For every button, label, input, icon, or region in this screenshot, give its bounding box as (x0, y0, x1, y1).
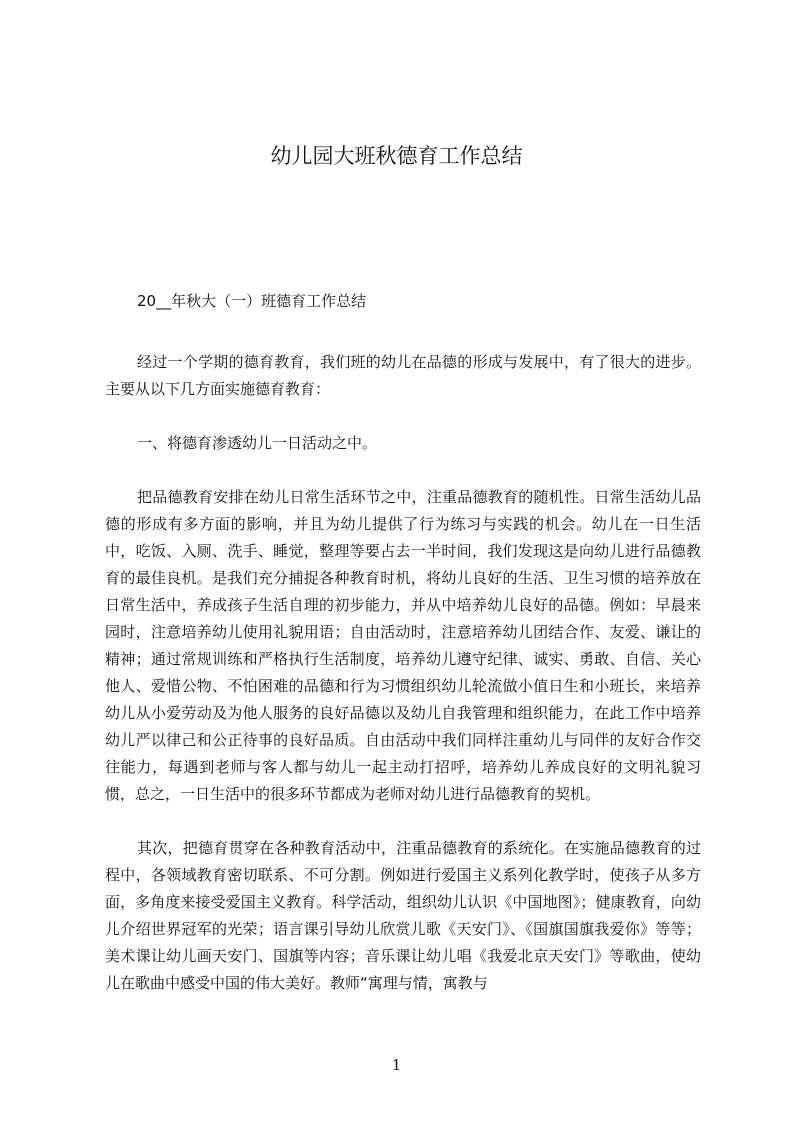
document-subtitle: 20__年秋大（一）班德育工作总结 (137, 292, 367, 310)
section-heading: 一、将德育渗透幼儿一日活动之中。 (137, 434, 378, 452)
intro-paragraph: 经过一个学期的德育教育，我们班的幼儿在品德的形成与发展中，有了很大的进步。主要从以下几方面实施德育教育： (105, 353, 701, 398)
body-paragraph-2: 其次，把德育贯穿在各种教育活动中，注重品德教育的系统化。在实施品德教育的过程中，各领域教育密切联系、不可分割。例如进行爱国主义系列化教学时，使孩子从多方面，多角度来接受爱国主义教育。科学活动，组织幼儿认识《中国地图》；健康教育，向幼儿介绍世界冠军的光荣；语言课引导幼儿欣赏儿歌《天安门》、《国旗国旗我爱你》等等；美术课让幼儿画天安门、国旗等内容；音乐课让幼儿唱《我爱北京天安门》等歌曲，使幼儿在歌曲中感受中国的伟大美好。教师“寓理与情，寓教与 (105, 839, 701, 992)
spacer (105, 457, 701, 484)
spacer (105, 403, 701, 430)
document-body (105, 288, 701, 997)
page-number: 1 (391, 1056, 402, 1074)
document-title: 幼儿园大班秋德育工作总结 (270, 144, 523, 168)
spacer (105, 808, 701, 835)
body-paragraph-1: 把品德教育安排在幼儿日常生活环节之中，注重品德教育的随机性。日常生活幼儿品德的形成有多方面的影响，并且为幼儿提供了行为练习与实践的机会。幼儿在一日生活中，吃饭、入厕、洗手、睡觉，整理等要占去一半时间，我们发现这是向幼儿进行品德教育的最佳良机。是我们充分捕捉各种教育时机，将幼儿良好的生活、卫生习惯的培养放在日常生活中，养成孩子生活自理的初步能力，并从中培养幼儿良好的品德。例如：早晨来园时，注意培养幼儿使用礼貌用语；自由活动时，注意培养幼儿团结合作、友爱、谦让的精神；通过常规训练和严格执行生活制度，培养幼儿遵守纪律、诚实、勇敢、自信、关心他人、爱惜公物、不怕困难的品德和行为习惯组织幼儿轮流做小值日生和小班长，来培养幼儿从小爱劳动及为他人服务的良好品德以及幼儿自我管理和组织能力，在此工作中培养幼儿严以律己和公正待事的良好品质。自由活动中我们同样注重幼儿与同伴的友好合作交往能力，每遇到老师与客人都与幼儿一起主动打招呼，培养幼儿养成良好的文明礼貌习惯，总之，一日生活中的很多环节都成为老师对幼儿进行品德教育的契机。 (105, 488, 701, 803)
spacer (105, 315, 701, 349)
